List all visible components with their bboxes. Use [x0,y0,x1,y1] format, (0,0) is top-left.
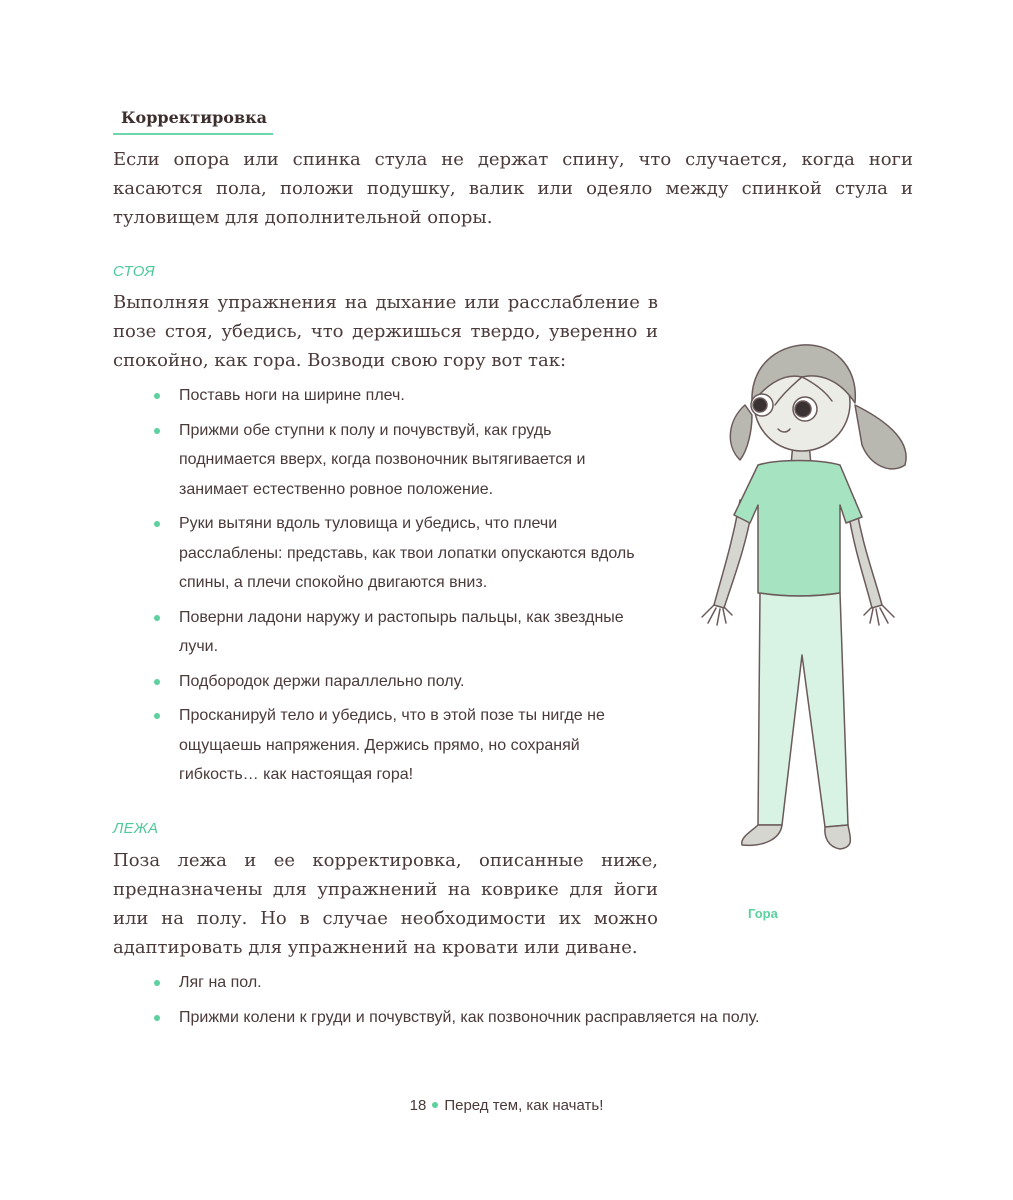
standing-list [152,381,652,795]
chapter-title: Перед тем, как начать! [444,1097,604,1114]
list-item: Прижми обе ступни к полу и почувствуй, как грудь поднимается вверх, когда позвоночник вытягивается и занимает естественно ровное положение. [152,416,652,505]
adjustment-text: Если опора или спинка стула не держат спину, что случается, когда ноги касаются пола, положи подушку, валик или одеяло между спинкой стула и туловищем для дополнительной опоры. [113,149,913,228]
adjustment-heading: Корректировка [113,108,273,135]
bullet-icon [154,615,160,621]
list-item: Руки вытяни вдоль туловища и убедись, что плечи расслаблены: представь, как твои лопатки опускаются вдоль спины, а плечи спокойно двигаются вниз. [152,509,652,598]
standing-title: СТОЯ [113,263,155,280]
lying-title: ЛЕЖА [113,820,159,837]
lying-intro: Поза лежа и ее корректировка, описанные ниже, предназначены для упражнений на коврике для йоги или на полу. Но в случае необходимости их можно адаптировать для упражнений на кровати или диване. [113,850,658,958]
figure-caption: Гора [748,906,778,921]
bullet-icon [154,428,160,434]
list-item: Просканируй тело и убедись, что в этой позе ты нигде не ощущаешь напряжения. Держись прямо, но сохраняй гибкость… как настоящая гора! [152,701,652,790]
bullet-icon [154,393,160,399]
page-footer [0,1097,1013,1114]
list-item: Подбородок держи параллельно полу. [152,667,652,697]
bullet-icon [154,521,160,527]
list-item: Прижми колени к груди и почувствуй, как позвоночник расправляется на полу. [152,1003,872,1033]
bullet-icon [154,713,160,719]
list-item: Поверни ладони наружу и растопырь пальцы, как звездные лучи. [152,603,652,662]
separator-dot-icon [432,1102,438,1108]
page-number: 18 [409,1097,427,1114]
list-item: Ляг на пол. [152,968,872,998]
lying-list [152,968,872,1037]
bullet-icon [154,679,160,685]
bullet-icon [154,1015,160,1021]
mountain-pose-illustration [690,325,920,865]
list-item: Поставь ноги на ширине плеч. [152,381,652,411]
standing-intro: Выполняя упражнения на дыхание или расслабление в позе стоя, убедись, что держишься твердо, уверенно и спокойно, как гора. Возводи свою гору вот так: [113,292,658,371]
bullet-icon [154,980,160,986]
